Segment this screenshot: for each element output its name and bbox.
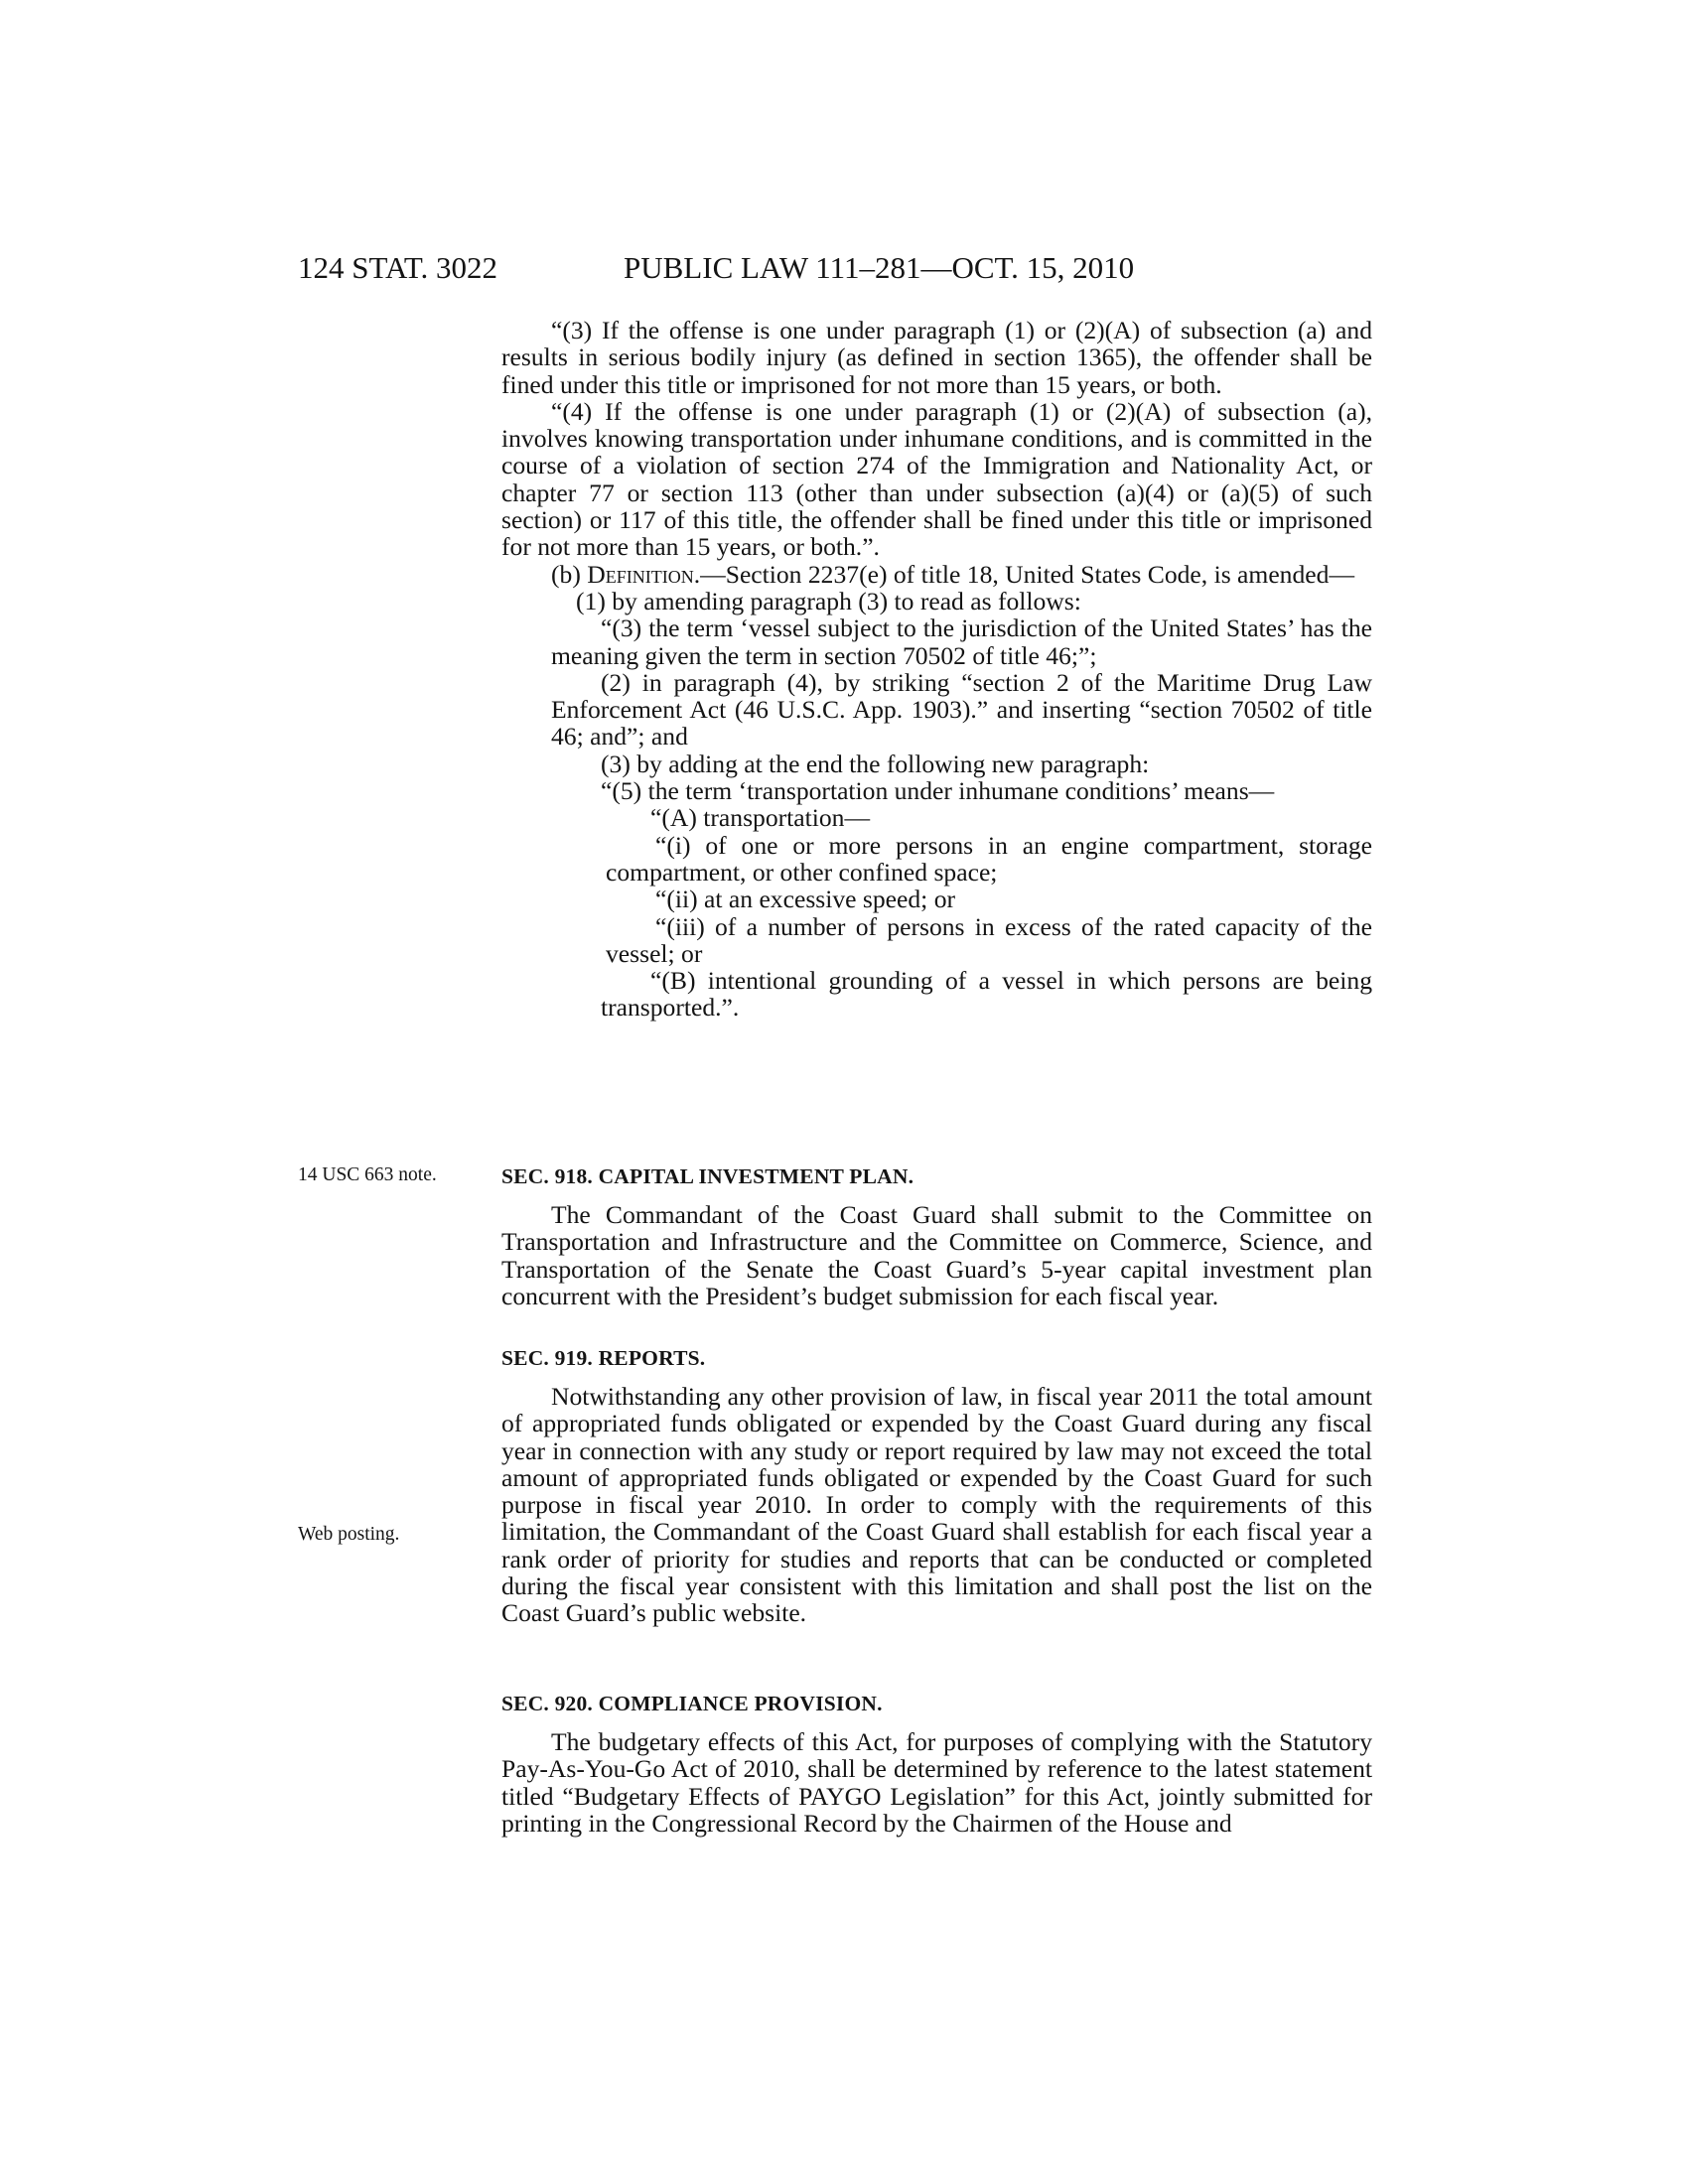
section-heading: SEC. 919. REPORTS.	[501, 1346, 706, 1370]
clause-a: “(A) transportation—	[650, 803, 871, 833]
section-heading: SEC. 920. COMPLIANCE PROVISION.	[501, 1692, 883, 1715]
amendment-text	[501, 317, 1372, 1022]
item-1: (1) by amending paragraph (3) to read as follows:	[576, 586, 1081, 615]
section-920	[501, 1691, 1372, 1837]
margin-note-usc: 14 USC 663 note.	[298, 1164, 437, 1185]
subclause-iii: “(iii) of a number of persons in excess of the rated capacity of the vessel; or	[606, 911, 1372, 968]
section-heading: SEC. 918. CAPITAL INVESTMENT PLAN.	[501, 1164, 914, 1188]
definition-text: .—Section 2237(e) of title 18, United States Code, is amended—	[693, 559, 1355, 589]
subclause-i: “(i) of one or more persons in an engine compartment, storage compartment, or other confined space;	[606, 830, 1372, 887]
section-918	[501, 1163, 1372, 1309]
paragraph-4: “(4) If the offense is one under paragraph (1) or (2)(A) of subsection (a), involves knowing transportation under inhumane conditions, and is committed in the course of a violation of section 274 of the Immigration and Nationality Act, or chapter 77 or section 113 (other than under subsection (a)(4) or (a)(5) of such section) or 117 of this title, the offender shall be fined under this title or imprisoned for not more than 15 years, or both.”.	[501, 396, 1372, 562]
definition-prefix: (b)	[551, 559, 588, 589]
running-head: PUBLIC LAW 111–281—OCT. 15, 2010	[624, 250, 1135, 285]
section-body: Notwithstanding any other provision of law, in fiscal year 2011 the total amount of appropriated funds obligated or expended by the Coast Guard during any fiscal year in connection with any study or report required by law may not exceed the total amount of appropriated funds obligated or expended by the Coast Guard for such purpose in fiscal year 2010. In order to comply with the requirements of this limitation, the Commandant of the Coast Guard shall establish for each fiscal year a rank order of priority for studies and reports that can be conducted or completed during the fiscal year consistent with this limitation and shall post the list on the Coast Guard’s public website.	[501, 1382, 1372, 1628]
page-citation: 124 STAT. 3022	[298, 250, 498, 285]
subclause-ii: “(ii) at an excessive speed; or	[655, 885, 956, 914]
item-2: (2) in paragraph (4), by striking “section 2 of the Maritime Drug Law Enforcement Act (46 U.S.C. App. 1903).” and inserting “section 70502 of title 46; and”; and	[551, 667, 1372, 751]
item-3: (3) by adding at the end the following new paragraph:	[601, 749, 1150, 778]
clause-b: “(B) intentional grounding of a vessel in which persons are being transported.”.	[601, 966, 1372, 1023]
item-3-quote: “(5) the term ‘transportation under inhumane conditions’ means—	[601, 776, 1275, 806]
definition-subsection	[501, 561, 1372, 588]
section-919	[501, 1345, 1372, 1627]
margin-note-web-posting: Web posting.	[298, 1524, 400, 1545]
section-body: The Commandant of the Coast Guard shall submit to the Committee on Transportation and Infrastructure and the Committee on Commerce, Science, and Transportation of the Senate the Coast Guard’s 5-year capital investment plan concurrent with the President’s budget submission for each fiscal year.	[501, 1200, 1372, 1310]
item-1-quote: “(3) the term ‘vessel subject to the jurisdiction of the United States’ has the meaning given the term in section 70502 of title 46;”;	[551, 614, 1372, 670]
definition-label: Definition	[587, 559, 694, 589]
paragraph-3: “(3) If the offense is one under paragraph (1) or (2)(A) of subsection (a) and results in serious bodily injury (as defined in section 1365), the offender shall be fined under this title or imprisoned for not more than 15 years, or both.	[501, 316, 1372, 399]
section-body: The budgetary effects of this Act, for purposes of complying with the Statutory Pay-As-You-Go Act of 2010, shall be determined by reference to the latest statement titled “Budgetary Effects of PAYGO Legislation” for this Act, jointly submitted for printing in the Congressional Record by the Chairmen of the House and	[501, 1727, 1372, 1838]
